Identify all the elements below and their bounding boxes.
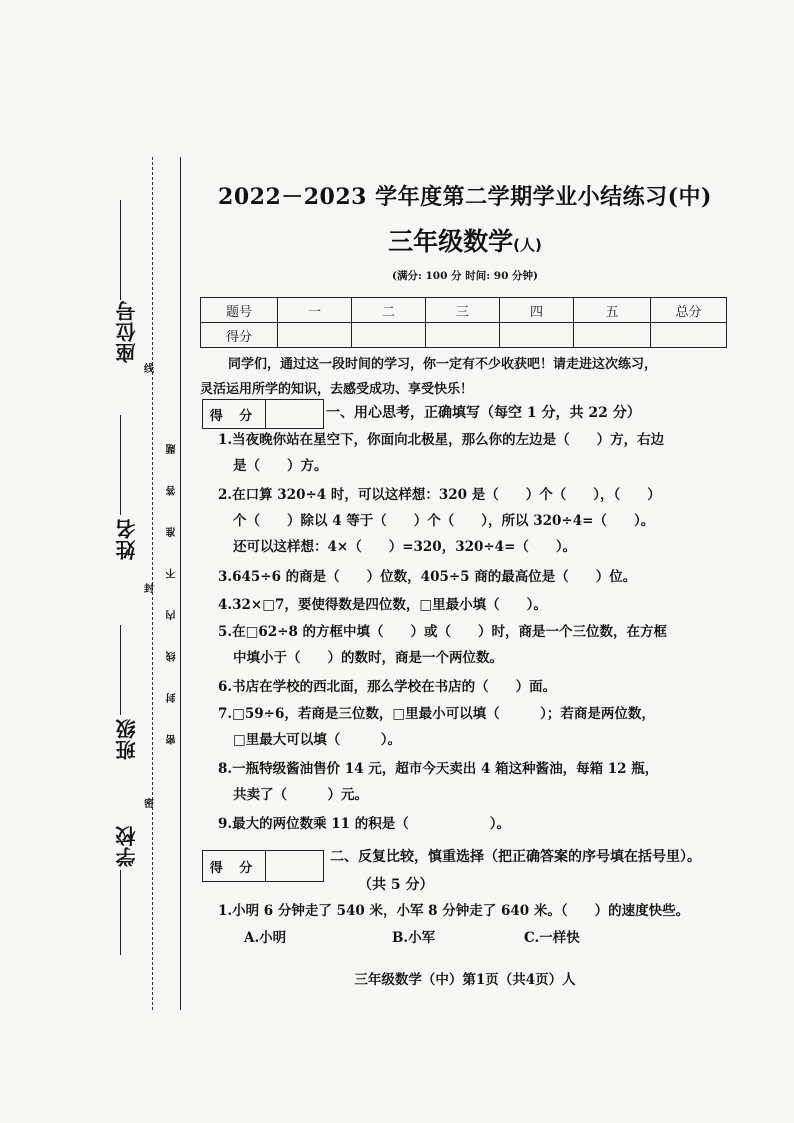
question-line: 还可以这样想：4×（ ）=320，320÷4=（ ）。	[233, 539, 577, 555]
page-footer: 三年级数学（中）第1页（共4页）人	[354, 972, 576, 988]
score-table	[200, 297, 727, 348]
question-line: 4.32×□7，要使得数是四位数，□里最小填（ ）。	[218, 597, 547, 613]
score-cell: 二	[352, 298, 426, 323]
exam-meta: (满分: 100 分 时间: 90 分钟)	[392, 270, 538, 282]
question-line: 共卖了（ ）元。	[233, 787, 368, 803]
question-line: 7.□59÷6，若商是三位数，□里最小可以填（ ）；若商是两位数，	[218, 706, 655, 722]
question-1	[218, 427, 738, 479]
option-b: B.小军	[392, 930, 436, 946]
question-line: 个（ ）除以 4 等于（ ）个（ ），所以 320÷4=（ ）。	[233, 513, 655, 529]
score-input-cell[interactable]	[651, 323, 727, 348]
section2-question-1	[218, 898, 738, 924]
seal-feng-mark: 封	[144, 584, 154, 595]
score-box-input[interactable]	[266, 400, 323, 428]
question-4	[218, 592, 738, 618]
section2-title-line: （共 5 分）	[358, 877, 434, 893]
section2-score-box	[202, 850, 324, 882]
score-input-cell[interactable]	[426, 323, 500, 348]
subject-tag: (人)	[513, 236, 542, 254]
school-label: 学校	[115, 825, 139, 867]
score-cell: 一	[278, 298, 352, 323]
question-3	[218, 564, 738, 590]
question-8	[218, 756, 738, 808]
question-line: 2.在口算 320÷4 时，可以这样想：320 是（ ）个（ ），（ ）	[218, 487, 661, 503]
name-underline	[120, 415, 121, 515]
class-label: 班级	[115, 718, 139, 760]
subject-name: 三年级数学	[388, 227, 514, 256]
question-line: 8.一瓶特级酱油售价 14 元，超市今天卖出 4 箱这种酱油，每箱 12 瓶，	[218, 761, 659, 777]
score-cell: 四	[500, 298, 574, 323]
binding-border-line	[180, 157, 181, 1010]
class-underline	[120, 625, 121, 715]
score-box-label: 得 分	[203, 851, 266, 881]
question-5	[218, 619, 738, 671]
score-cell: 得分	[201, 323, 278, 348]
section1-score-box	[202, 399, 324, 429]
intro-text	[200, 352, 740, 402]
score-cell: 题号	[201, 298, 278, 323]
question-line: □里最大可以填（ ）。	[233, 732, 402, 748]
intro-line: 同学们，通过这一段时间的学习，你一定有不少收获吧！请走进这次练习，	[228, 357, 658, 372]
intro-line: 灵活运用所学的知识，去感受成功、享受快乐！	[200, 382, 474, 397]
score-input-cell[interactable]	[574, 323, 651, 348]
exam-subject	[190, 222, 740, 258]
score-cell: 总分	[651, 298, 727, 323]
score-input-cell[interactable]	[352, 323, 426, 348]
score-cell: 五	[574, 298, 651, 323]
score-input-cell[interactable]	[500, 323, 574, 348]
option-c: C.一样快	[524, 930, 580, 946]
seat-underline	[120, 200, 121, 300]
question-line: 是（ ）方。	[233, 458, 328, 474]
question-line: 3.645÷6 的商是（ ）位数，405÷5 商的最高位是（ ）位。	[218, 569, 637, 585]
score-table-header-row	[201, 298, 727, 323]
name-label: 姓名	[115, 518, 139, 560]
question-line: 5.在□62÷8 的方框中填（ ）或（ ）时，商是一个三位数，在方框	[218, 624, 668, 640]
score-box-input[interactable]	[266, 851, 323, 881]
seat-label: 座位号	[115, 300, 139, 363]
exam-title: 2022－2023 学年度第二学期学业小结练习(中)	[218, 184, 712, 210]
option-a: A.小明	[244, 930, 287, 946]
section1-title: 一、用心思考，正确填写（每空 1 分，共 22 分）	[326, 405, 641, 421]
question-line: 1.当夜晚你站在星空下，你面向北极星，那么你的左边是（ ）方，右边	[218, 432, 665, 448]
seal-line-mark: 线	[144, 364, 154, 375]
school-underline	[120, 870, 121, 955]
section2-title-line: 二、反复比较，慎重选择（把正确答案的序号填在括号里）。	[330, 849, 701, 865]
seal-mi-mark: 密	[144, 799, 154, 810]
question-9	[218, 811, 738, 837]
score-box-label: 得 分	[203, 400, 266, 428]
question-7	[218, 701, 738, 753]
question-line: 1.小明 6 分钟走了 540 米，小军 8 分钟走了 640 米。（ ）的速度快些。	[218, 903, 690, 919]
question-line: 中填小于（ ）的数时，商是一个两位数。	[233, 650, 503, 666]
section2-title	[330, 846, 730, 894]
question-6	[218, 674, 738, 700]
question-line: 6.书店在学校的西北面，那么学校在书店的（ ）面。	[218, 679, 557, 695]
question-line: 9.最大的两位数乘 11 的积是（ ）。	[218, 816, 511, 832]
question-2	[218, 482, 738, 560]
score-table-score-row	[201, 323, 727, 348]
score-input-cell[interactable]	[278, 323, 352, 348]
score-cell: 三	[426, 298, 500, 323]
binding-notice: 密 封 线 内 不 准 答 题	[167, 430, 178, 745]
